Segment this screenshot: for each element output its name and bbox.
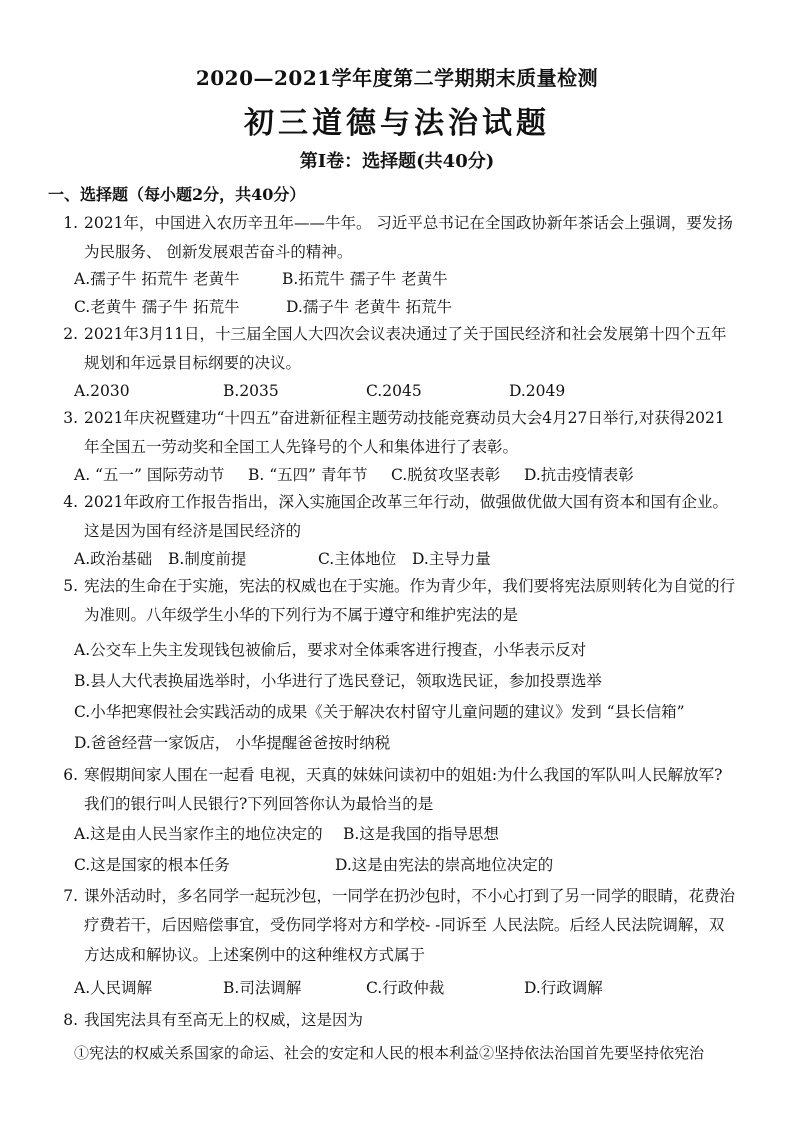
question-1-option-c: C.老黄牛 孺子牛 拓荒牛	[74, 298, 240, 316]
question-2-option-d: D.2049	[509, 382, 566, 400]
section-volume-title: 第Ⅰ卷：选择题(共40分)	[299, 151, 495, 172]
question-7-line-1: 7. 课外活动时，多名同学一起玩沙包，一同学在扔沙包时，不小心打到了另一同学的眼睛，花费治	[63, 887, 736, 905]
question-2-option-b: B.2035	[223, 382, 279, 400]
question-3-line-2: 年全国五一劳动奖和全国工人先锋号的个人和集体进行了表彰。	[84, 438, 519, 456]
section-heading: 一、选择题（每小题2分，共40分）	[48, 185, 306, 204]
question-7-option-a: A.人民调解	[74, 979, 153, 997]
question-1-option-d: D.孺子牛 老黄牛 拓荒牛	[286, 298, 453, 316]
question-3-option-a: A. “五一” 国际劳动节	[74, 466, 225, 484]
question-1-option-b: B.拓荒牛 孺子牛 老黄牛	[282, 270, 448, 288]
question-6-option-b: B.这是我国的指导思想	[343, 825, 499, 843]
question-3-option-c: C.脱贫攻坚表彰	[391, 466, 501, 484]
question-5-option-d: D.爸爸经营一家饭店， 小华提醒爸爸按时纳税	[74, 734, 391, 752]
question-7-option-b: B.司法调解	[223, 979, 302, 997]
question-6-line-1: 6. 寒假期间家人围在一起看 电视，天真的妹妹问读初中的姐姐:为什么我国的军队叫人民解放军?	[63, 766, 723, 784]
exam-subject-title: 初三道德与法治试题	[244, 106, 550, 141]
exam-term-title: 2020—2021学年度第二学期期末质量检测	[195, 66, 599, 90]
question-3-option-d: D.抗击疫情表彰	[524, 466, 634, 484]
question-4-line-1: 4. 2021年政府工作报告指出，深入实施国企改革三年行动，做强做优做大国有资本和国有企业。	[63, 493, 728, 511]
question-2-line-1: 2. 2021年3月11日，十三届全国人大四次会议表决通过了关于国民经济和社会发展第十四个五年	[63, 325, 727, 343]
question-3-line-1: 3. 2021年庆祝暨建功“十四五”奋进新征程主题劳动技能竞赛动员大会4月27日举行,对获得2021	[63, 409, 725, 427]
question-4-option-b: B.制度前提	[168, 550, 247, 568]
question-4-option-c: C.主体地位	[318, 550, 397, 568]
question-1-line-2: 为民服务、 创新发展艰苦奋斗的精神。	[84, 243, 353, 261]
question-4-line-2: 这是因为国有经济是国民经济的	[84, 522, 302, 540]
question-7-line-2: 疗费若干，后因赔偿事宜，受伤同学将对方和学校- -同诉至 人民法院。后经人民法院调解，双	[84, 916, 725, 934]
question-6-line-2: 我们的银行叫人民银行?下列回答你认为最恰当的是	[84, 795, 434, 813]
question-4-option-d: D.主导力量	[412, 550, 491, 568]
question-5-option-b: B.县人大代表换届选举时，小华进行了选民登记，领取选民证，参加投票选举	[74, 672, 602, 690]
question-8-line-1: 8. 我国宪法具有至高无上的权威，这是因为	[63, 1011, 364, 1029]
question-7-line-3: 方达成和解协议。上述案例中的这种维权方式属于	[84, 946, 426, 964]
question-5-option-c: C.小华把寒假社会实践活动的成果《关于解决农村留守儿童问题的建议》发到 “县长信箱”	[74, 703, 685, 721]
question-7-option-c: C.行政仲裁	[366, 979, 445, 997]
question-5-option-a: A.公交车上失主发现钱包被偷后，要求对全体乘客进行搜查，小华表示反对	[74, 641, 587, 659]
question-2-option-a: A.2030	[74, 382, 130, 400]
question-6-option-d: D.这是由宪法的崇高地位决定的	[335, 856, 554, 874]
question-6-option-c: C.这是国家的根本任务	[74, 856, 230, 874]
question-1-line-1: 1. 2021年，中国进入农历辛丑年——牛年。 习近平总书记在全国政协新年茶话会上强调，要发扬	[63, 214, 733, 232]
question-2-option-c: C.2045	[366, 382, 422, 400]
question-5-line-1: 5. 宪法的生命在于实施，宪法的权威也在于实施。作为青少年，我们要将宪法原则转化为自觉的行	[63, 577, 736, 595]
question-4-option-a: A.政治基础	[74, 550, 153, 568]
question-5-line-2: 为准则。八年级学生小华的下列行为不属于遵守和维护宪法的是	[84, 606, 519, 624]
question-2-line-2: 规划和年远景目标纲要的决议。	[84, 354, 302, 372]
question-7-option-d: D.行政调解	[524, 979, 603, 997]
question-8-statement-line: ①宪法的权威关系国家的命运、社会的安定和人民的根本利益②坚持依法治国首先要坚持依宪治	[74, 1044, 705, 1062]
question-3-option-b: B. “五四” 青年节	[248, 466, 368, 484]
question-1-option-a: A.孺子牛 拓荒牛 老黄牛	[74, 270, 240, 288]
question-6-option-a: A.这是由人民当家作主的地位决定的	[74, 825, 323, 843]
